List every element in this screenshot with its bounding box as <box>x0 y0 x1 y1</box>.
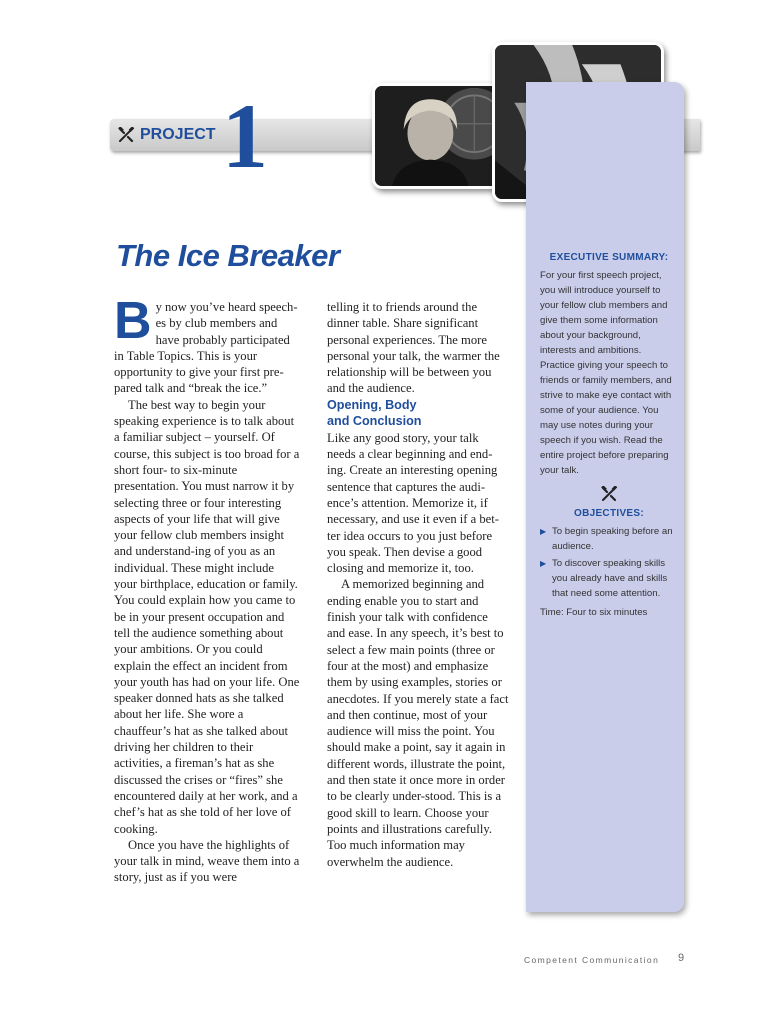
objective-item: ▶ To begin speaking before an audience. <box>540 526 673 552</box>
drop-cap: B <box>114 292 152 350</box>
section-subheading: Opening, Body and Conclusion <box>327 397 422 429</box>
project-label: PROJECT <box>140 126 216 143</box>
objective-item: ▶ To discover speaking skills you already have and skills that need some attention. <box>540 558 668 599</box>
body-column-left <box>114 292 300 886</box>
project-number: 1 <box>222 85 268 187</box>
page-number: 9 <box>678 952 685 964</box>
executive-summary-heading: EXECUTIVE SUMMARY: <box>549 252 669 263</box>
sidebar-content <box>540 250 678 620</box>
crossed-tools-icon <box>118 127 134 143</box>
page-title: The Ice Breaker <box>116 238 340 273</box>
body-paragraph: A memorized beginning and ending enable you to start and finish your talk with confidence and ease. In any speech, it’s best to select a few main points (three or four at the most) and emphasize them by using examples, stories or anecdotes. If you merely state a fact and then continue, most of your audience will miss the point. You should make a point, say it again in different words, illustrate the point, and then state it once more in order to be clearly under-stood. This is a good skill to learn. Choose your points and illustrations carefully. Too much information may overwhelm the audience. <box>327 577 509 869</box>
body-paragraph: Like any good story, your talk needs a clear beginning and end-ing. Create an interesting opening sentence that captures the audi-ence’s attention. Memorize it, if necessary, and use it even if a bet-ter idea occurs to you just before you speak. Then devise a good closing and memorize it, too. <box>327 430 499 576</box>
body-paragraph: telling it to friends around the dinner table. Share significant personal experiences. The more personal your talk, the warmer the relationship will be between you and the audience. <box>327 300 500 396</box>
executive-summary-text: For your first speech project, you will introduce yourself to your fellow club members and give them some information about your background, interests and ambitions. Practice giving your speech to friends or family members, and strive to make eye contact with some of your audience. You may use notes during your speech if you wish. Read the entire project before preparing your talk. <box>540 270 672 476</box>
body-paragraph: The best way to begin your speaking experience is to talk about a familiar subject – yourself. Of course, this subject is too broad for a short four- to six-minute presentation. You must narrow it by selecting three or four interesting aspects of your life that will give your fellow club members insight and understand-ing of you as an individual. These might include your birthplace, education or family. You could explain how you came to be in your present occupation and tell the audience something about your ambitions. Or you could explain the effect an incident from your youth has had on your life. One speaker donned hats as she talked about her life. She wore a chauffeur’s hat as she talked about driving her children to their activities, a fireman’s hat as she discussed the crises or “fires” she encountered daily at her work, and a chef’s hat as she told of her love of cooking. <box>114 397 300 836</box>
body-column-right <box>327 299 509 870</box>
time-limit: Time: Four to six minutes <box>540 607 648 618</box>
footer-title: Competent Communication <box>524 955 660 965</box>
executive-summary-sidebar <box>526 82 684 912</box>
crossed-tools-icon <box>540 486 678 502</box>
objectives-heading: OBJECTIVES: <box>574 508 644 519</box>
speaker-photo <box>372 83 506 189</box>
triangle-bullet-icon: ▶ <box>540 527 547 536</box>
project-banner <box>110 119 222 151</box>
triangle-bullet-icon: ▶ <box>540 559 547 568</box>
body-paragraph: Once you have the highlights of your talk in mind, weave them into a story, just as if you were <box>114 837 300 885</box>
intro-paragraph: By now you’ve heard speech-es by club members and have probably participated in Table Topics. This is your opportunity to give your first pre-pared talk and “break the ice.” <box>114 292 298 396</box>
objectives-list <box>540 524 678 601</box>
